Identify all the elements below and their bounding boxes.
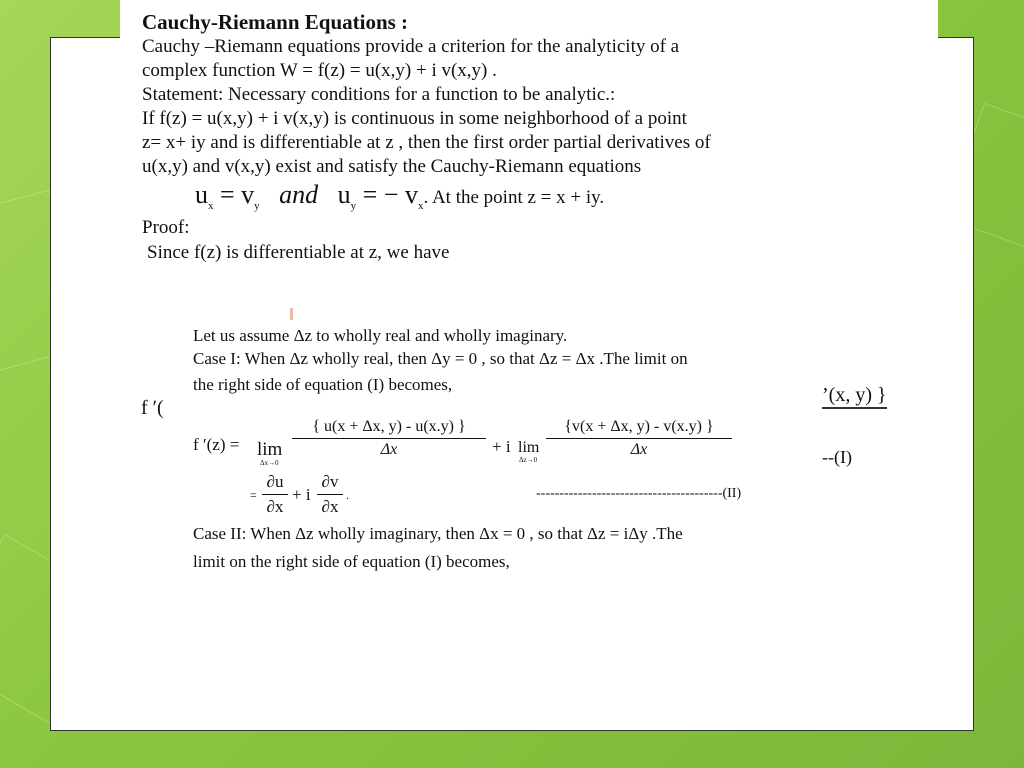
- dx-denominator: ∂x: [266, 497, 284, 516]
- plus-i: + i: [492, 437, 511, 456]
- period: .: [346, 488, 349, 502]
- eq-equals: =: [220, 180, 235, 209]
- background-f-prime-paren: f ʹ(: [141, 397, 164, 419]
- fraction-v: [546, 418, 732, 459]
- if-line-2: z= x+ iy and is differentiable at z , then the first order partial derivatives of: [142, 132, 711, 153]
- eq-u: u: [195, 180, 208, 209]
- overlay-panel: [186, 320, 822, 578]
- fraction-du-dx: [262, 472, 288, 517]
- proof-heading: Proof:: [142, 217, 190, 238]
- eq-v: v: [241, 180, 255, 209]
- eq-equals-minus: = −: [362, 180, 399, 209]
- eq-and: and: [279, 180, 319, 209]
- du-numerator: ∂u: [262, 472, 288, 495]
- lim-1: lim: [257, 439, 283, 460]
- dx-denominator: ∂x: [321, 497, 339, 516]
- case1-line: Case I: When Δz wholly real, then Δy = 0 , so that Δz = Δx .The limit on: [193, 349, 688, 368]
- eq-sub: x: [208, 200, 214, 213]
- case2-line-2: limit on the right side of equation (I) becomes,: [193, 552, 510, 571]
- intro-line-1: Cauchy –Riemann equations provide a criterion for the analyticity of a: [142, 36, 680, 57]
- eq-sub: y: [350, 200, 357, 213]
- case2-line: Case II: When Δz wholly imaginary, then Δx = 0 , so that Δz = iΔy .The: [193, 524, 683, 543]
- small-mark: [290, 308, 293, 320]
- case1-line-2: the right side of equation (I) becomes,: [193, 375, 453, 394]
- equals-sign: =: [250, 488, 257, 502]
- f-prime-label: f ʹ(z) =: [193, 435, 240, 454]
- equation-label-II: ----------------------------------------(II): [536, 486, 742, 501]
- page-title: Cauchy-Riemann Equations :: [142, 10, 409, 34]
- statement-line: Statement: Necessary conditions for a function to be analytic.:: [142, 84, 616, 105]
- fraction-u: [292, 418, 486, 459]
- lim-1-sub: Δx→0: [260, 459, 279, 467]
- dv-numerator: ∂v: [317, 472, 343, 495]
- fraction-v-numerator: {v(x + Δx, y) - v(x.y) }: [546, 418, 732, 439]
- eq-v: v: [405, 180, 418, 209]
- cauchy-riemann-equation: [195, 180, 604, 212]
- if-line-1: If f(z) = u(x,y) + i v(x,y) is continuous in some neighborhood of a point: [142, 108, 687, 129]
- eq-sub: y: [254, 200, 260, 213]
- lim-2: lim: [518, 439, 540, 456]
- assume-line: Let us assume Δz to wholly real and wholly imaginary.: [193, 326, 568, 345]
- eq-tail: . At the point z = x + iy.: [423, 187, 605, 208]
- fraction-u-numerator: { u(x + Δx, y) - u(x.y) }: [292, 418, 486, 439]
- since-line: Since f(z) is differentiable at z, we have: [147, 242, 450, 263]
- content-panel: [120, 0, 938, 370]
- fraction-v-denominator: Δx: [630, 441, 648, 458]
- eq-sub: x: [418, 200, 424, 213]
- eq-u: u: [337, 180, 351, 209]
- fraction-u-denominator: Δx: [380, 441, 398, 458]
- background-right-fragment: ’(x, y) }: [822, 384, 887, 409]
- fraction-dv-dx: [317, 472, 343, 517]
- intro-line-2: complex function W = f(z) = u(x,y) + i v(x,y) .: [142, 60, 497, 81]
- lim-2-sub: Δz→0: [519, 456, 538, 464]
- equation-label-I: --(I): [822, 447, 852, 467]
- plus-i-2: + i: [292, 485, 311, 504]
- if-line-3: u(x,y) and v(x,y) exist and satisfy the Cauchy-Riemann equations: [142, 156, 642, 177]
